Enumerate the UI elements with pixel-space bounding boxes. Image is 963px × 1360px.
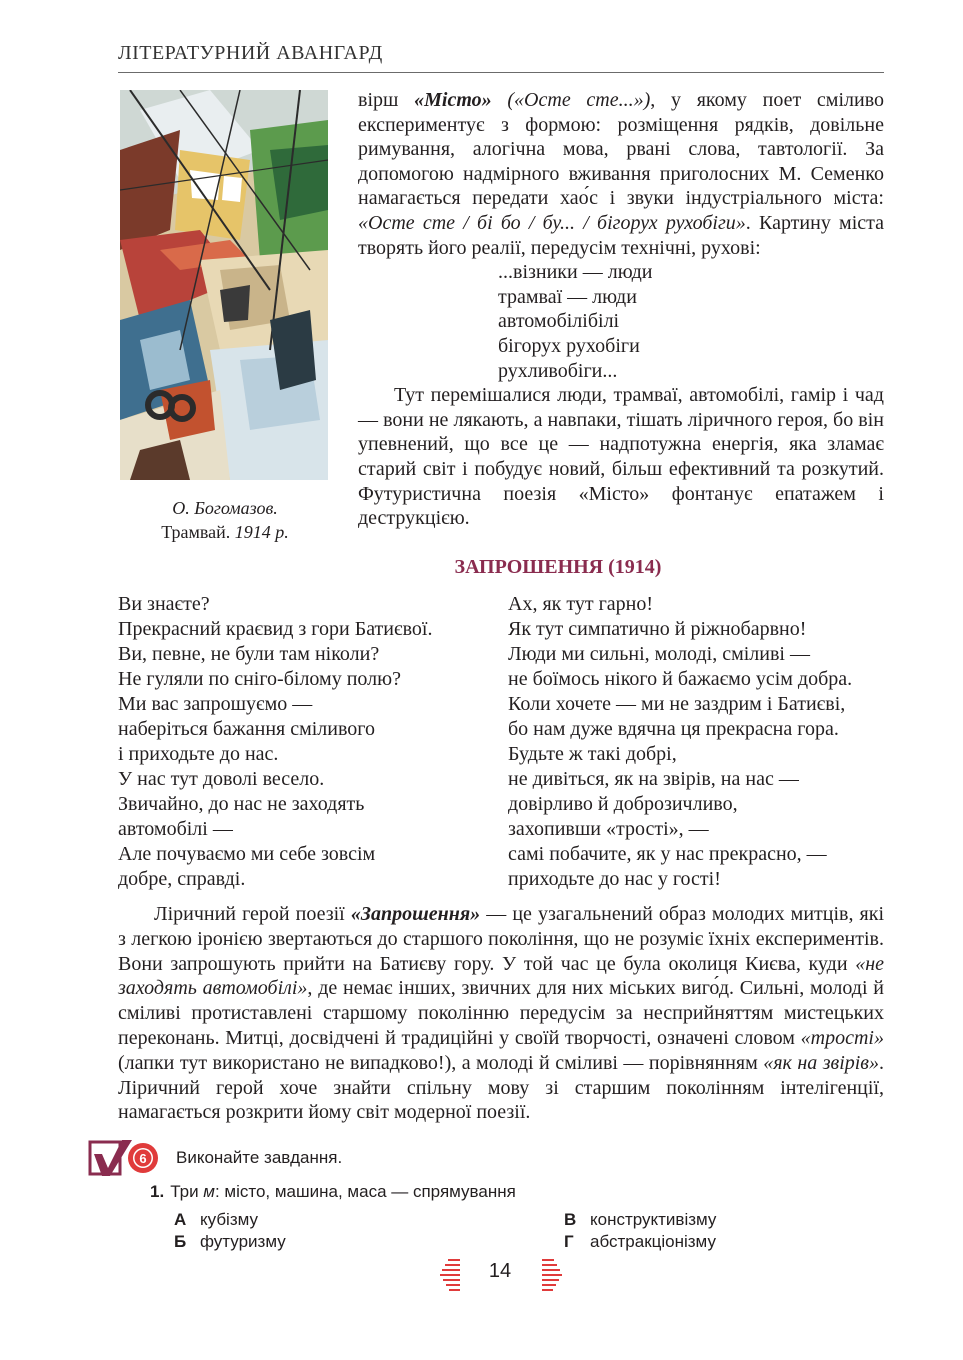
poem-line: самі побачите, як у нас прекрасно, — (508, 843, 827, 865)
intro-text-run (492, 89, 508, 111)
header-rule (118, 72, 884, 73)
option-letter: Б (174, 1232, 187, 1251)
poem-line: автомобілі — (118, 818, 233, 840)
poem-line: Звичайно, до нас не заходять (118, 793, 365, 815)
poem-line: Ми вас запрошуємо — (118, 693, 313, 715)
caption-year: 1914 р. (234, 522, 289, 542)
answer-option-b[interactable] (174, 1232, 286, 1252)
poem-quote: «Осте сте / бі бо / бу... / бігорух рухобіги» (358, 211, 746, 234)
quote-lines (498, 260, 884, 383)
option-letter: В (564, 1210, 577, 1229)
analysis-paragraph (118, 902, 884, 1125)
question-text: : місто, машина, маса — спрямування (214, 1182, 516, 1201)
poem-line: Ах, як тут гарно! (508, 593, 654, 615)
poem-line: У нас тут доволі весело. (118, 768, 325, 790)
quote-line: трамваї — люди (498, 285, 637, 308)
answer-option-v[interactable] (564, 1210, 716, 1230)
poem-line: Прекрасний краєвид з гори Батиєвої. (118, 618, 433, 640)
intro-text-run: вірш (358, 89, 415, 111)
question-text: Три (170, 1182, 204, 1201)
poem-line: довірливо й доброзичливо, (508, 793, 738, 815)
page-ornament-right-icon (540, 1256, 564, 1292)
option-text: футуризму (200, 1232, 286, 1251)
poem-line: Ви знаєте? (118, 593, 210, 615)
analysis-text-run: Ліричний герой поезії (154, 903, 351, 925)
poem-line: захопивши «трості», — (508, 818, 709, 840)
poem-line: приходьте до нас у гості! (508, 868, 721, 890)
caption-title-line (118, 520, 332, 544)
poem-line: бо нам дуже вдячна ця прекрасна гора. (508, 718, 839, 740)
poem-title-misto: «Місто» (414, 89, 492, 111)
poem-line: Люди ми сильні, молоді, сміливі — (508, 643, 810, 665)
analysis-text-run: , де немає інших, звичних для них міських виго́д. Сильні, молоді й сміливі протиставлені старшому поколінню передусім за несприйняттям мистецьких переконань. Митці, досвідчені й традиційні у своїй творчості, означені словом (118, 977, 884, 1049)
quote-line: автомобілібілі (498, 310, 620, 333)
caption-title: Трамвай. (161, 522, 231, 542)
question-number: 1. (150, 1182, 165, 1201)
option-text: конструктивізму (590, 1210, 717, 1229)
poem-subtitle: («Осте сте...») (507, 89, 651, 111)
quote-line: рухливобіги... (498, 359, 618, 382)
intro-paragraph-2: Тут перемішалися люди, трамваї, автомобілі, гамір і чад — вони не лякають, а навпаки, тішать ліричного героя, бо він упевнений, що все це — надпотужна енергія, яка зламає старий світ і побудує новий, більш ефективний та розкутий. Футуристична поезія «Місто» фонтанує епатажем і деструкцією. (358, 384, 884, 530)
caption-author: О. Богомазов. (172, 498, 278, 518)
question-1 (150, 1182, 516, 1202)
option-text: абстракціонізму (590, 1232, 716, 1251)
poem-line: і приходьте до нас. (118, 743, 279, 765)
poem-line: Коли хочете — ми не заздрим і Батиєві, (508, 693, 846, 715)
analysis-quote: «не заходять автомобілі» (118, 952, 884, 1000)
poem-line: Але почуваємо ми себе зовсім (118, 843, 376, 865)
answer-option-g[interactable] (564, 1232, 716, 1252)
poem-line: не дивіться, як на звірів, на нас — (508, 768, 799, 790)
analysis-text-run: . Ліричний герой хоче знайти спільну мову зі старшим поколінням інтелігенції, намагається розкрити йому світ модерної поезії. (118, 1051, 884, 1124)
task-badge-number: 6 (139, 1151, 147, 1166)
poem-right-column (508, 592, 852, 892)
option-text: кубізму (200, 1210, 259, 1229)
analysis-quote: «як на звірів» (763, 1051, 879, 1074)
poem-title: ЗАПРОШЕННЯ (1914) (454, 556, 662, 578)
checkmark-badge-icon (88, 1138, 160, 1178)
option-letter: Г (564, 1232, 574, 1251)
poem-line: наберіться бажання сміливого (118, 718, 376, 740)
answer-option-a[interactable] (174, 1210, 258, 1230)
poem-line: Не гуляли по сніго-білому полю? (118, 668, 401, 690)
poem-line: Будьте ж такі добрі, (508, 743, 677, 765)
intro-paragraph-1 (358, 88, 884, 260)
option-letter: А (174, 1210, 187, 1229)
figure-caption (118, 496, 332, 544)
poem-left-column (118, 592, 432, 892)
running-header: ЛІТЕРАТУРНИЙ АВАНГАРД (118, 42, 383, 64)
painting-tram-image (120, 90, 328, 480)
poem-line: добре, справді. (118, 868, 246, 890)
analysis-quote: «трості» (800, 1026, 884, 1049)
quote-line: ...візники — люди (498, 261, 653, 284)
intro-text (358, 88, 884, 531)
poem-line: Ви, певне, не були там ніколи? (118, 643, 380, 665)
analysis-poem-title: «Запрошення» (350, 903, 481, 925)
page-number: 14 (488, 1260, 512, 1282)
poem-line: Як тут симпатично й ріжнобарвно! (508, 618, 807, 640)
painting-illustration (120, 90, 328, 480)
poem-line: не боїмось нікого й бажаємо усім добра. (508, 668, 853, 690)
task-check-icon (88, 1138, 160, 1178)
task-title: Виконайте завдання. (176, 1148, 343, 1167)
intro-text-run: , у якому поет сміливо експериментує з формою: розміщення рядків, довільне римування, алогічна мова, рвані слова, тавтології. За допомогою надмірного вживання приголосних М. Семенко намагається передати хао́с і звуки індустріального міста: (358, 89, 885, 210)
intro-text-run: . Картину міста творять його реалії, передусім технічні, рухові: (358, 211, 884, 259)
quote-line: бігорух рухобіги (498, 334, 640, 357)
analysis-text-run: (лапки тут використано не випадково!), а молоді й сміливі — порівнянням (118, 1051, 764, 1074)
question-text-italic: м (203, 1182, 215, 1201)
analysis-text-run: — це узагальнений образ молодих митців, які з легкою іронією звертаються до старшого покоління, що не розуміє їхніх експериментів. Вони запрошують прийти на Батиєву гору. У той час це була околиця Києва, куди (118, 903, 885, 975)
page-ornament-left-icon (438, 1256, 462, 1292)
